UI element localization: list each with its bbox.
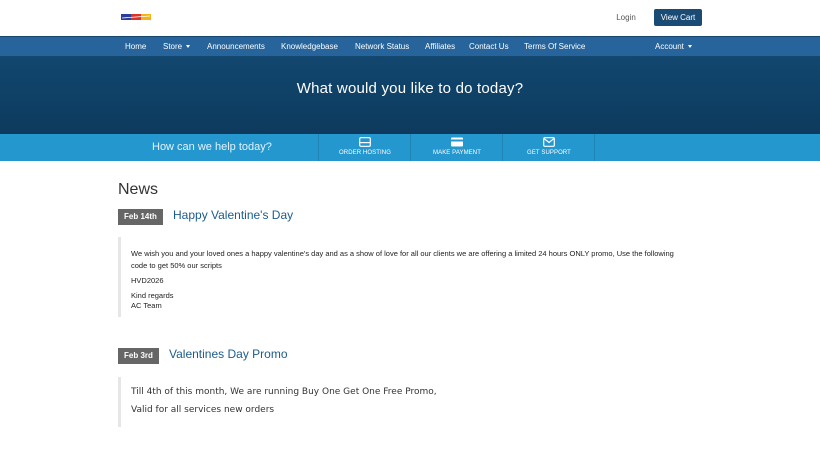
site-logo[interactable] (120, 10, 152, 24)
nav-store[interactable] (163, 37, 190, 56)
credit-card-icon (451, 137, 463, 147)
hero-banner (0, 56, 820, 134)
server-icon (359, 137, 371, 147)
post-title-link[interactable]: Valentines Day Promo (169, 347, 288, 361)
post-date-badge: Feb 3rd (118, 348, 159, 364)
nav-terms-of-service[interactable]: Terms Of Service (524, 42, 586, 51)
nav-network-status[interactable]: Network Status (355, 42, 410, 51)
post-text: Till 4th of this month, We are running Buy One Get One Free Promo, (131, 387, 437, 397)
nav-knowledgebase[interactable]: Knowledgebase (281, 42, 338, 51)
chevron-down-icon (186, 45, 190, 48)
post-signature: AC Team (131, 301, 162, 310)
login-link[interactable]: Login (616, 13, 636, 22)
post-text: Kind regards (131, 291, 174, 300)
envelope-icon (543, 137, 555, 147)
post-text: code to get 50% our scripts (131, 261, 222, 270)
top-header (0, 0, 820, 36)
post-text: Valid for all services new orders (131, 405, 275, 415)
post-body (118, 377, 698, 427)
view-cart-button[interactable]: View Cart (654, 9, 702, 26)
action-bar (0, 134, 820, 161)
order-hosting-button[interactable] (318, 134, 410, 161)
hero-title: What would you like to do today? (296, 80, 524, 97)
nav-contact-us[interactable]: Contact Us (469, 42, 509, 51)
chevron-down-icon (688, 45, 692, 48)
nav-affiliates[interactable]: Affiliates (425, 42, 456, 51)
nav-announcements[interactable]: Announcements (207, 42, 265, 51)
nav-home[interactable]: Home (125, 42, 147, 51)
main-navigation (0, 36, 820, 56)
make-payment-button[interactable] (410, 134, 502, 161)
post-title-link[interactable]: Happy Valentine's Day (173, 208, 294, 222)
get-support-button[interactable] (502, 134, 595, 161)
order-hosting-label: ORDER HOSTING (339, 150, 391, 156)
nav-account[interactable] (655, 37, 692, 56)
make-payment-label: MAKE PAYMENT (433, 150, 481, 156)
post-text: We wish you and your loved ones a happy valentine's day and as a show of love for all our clients we are offering a limited 24 hours ONLY promo, Use the following (131, 249, 674, 258)
help-prompt: How can we help today? (152, 141, 272, 153)
get-support-label: GET SUPPORT (527, 150, 571, 156)
nav-store-label: Store (163, 42, 183, 51)
news-heading: News (118, 181, 159, 198)
nav-account-label: Account (655, 42, 684, 51)
post-body (118, 237, 698, 317)
promo-code: HVD2026 (131, 276, 164, 285)
post-date-badge: Feb 14th (118, 209, 163, 225)
